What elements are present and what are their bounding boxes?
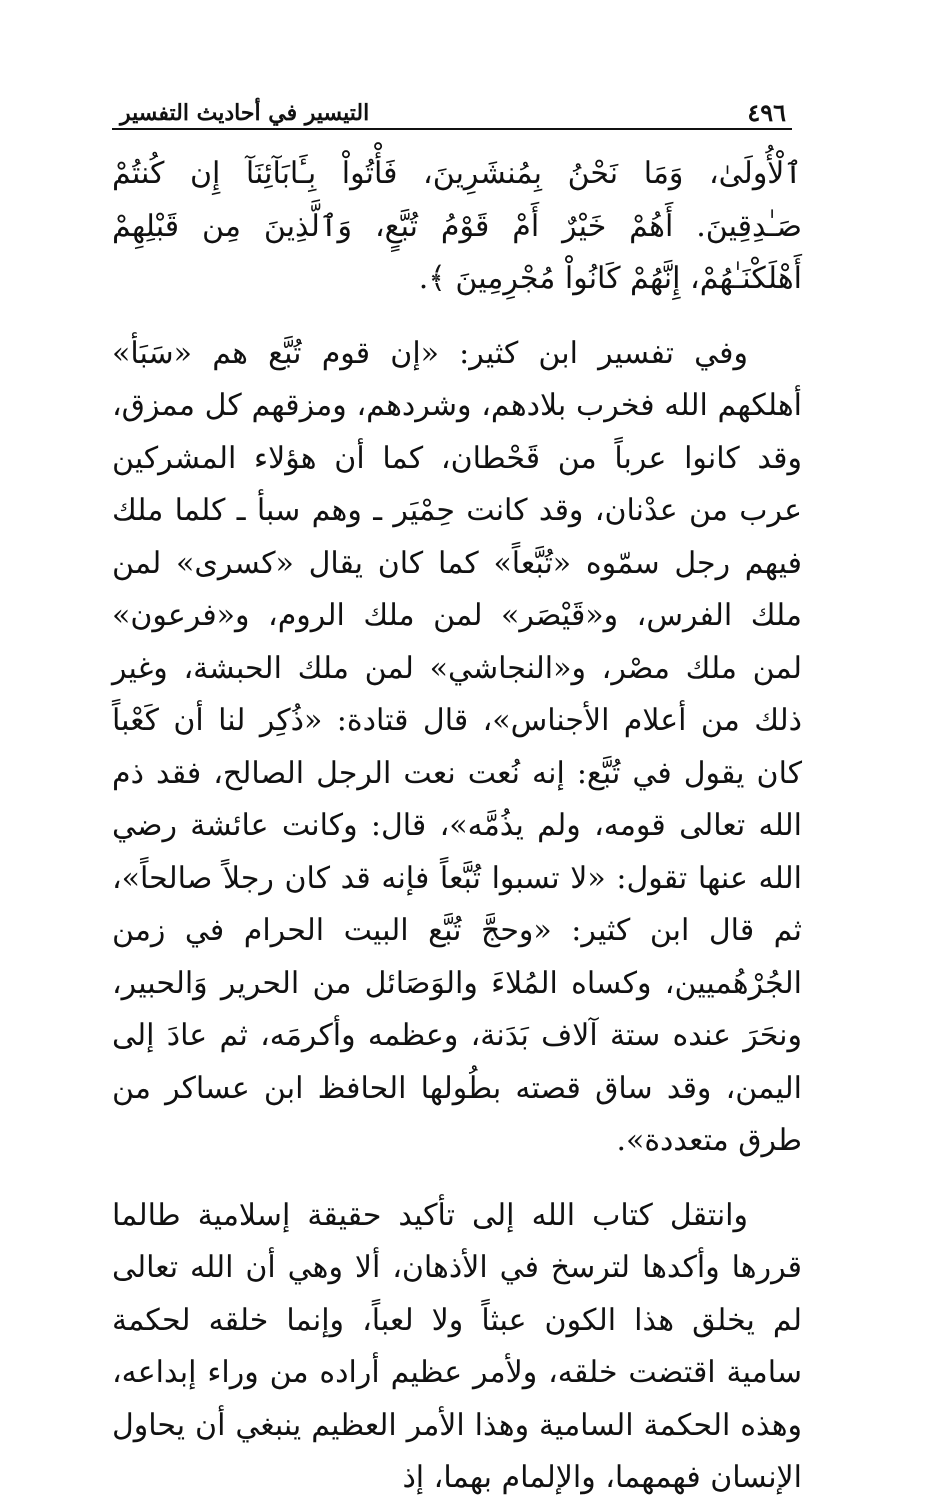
running-title: التيسير في أحاديث التفسير: [120, 100, 370, 126]
paragraph-ibn-kathir: وفي تفسير ابن كثير: «إن قوم تُبَّع هم «سَبَأ» أهلكهم الله فخرب بلادهم، وشردهم، ومزقهم كل ممزق، وقد كانوا عرباً من قَحْطان، كما أن هؤلاء المشركين عرب من عدْنان، وقد كانت حِمْيَر ـ وهم سبأ ـ كلما ملك فيهم رجل سمّوه «تُبَّعاً» كما كان يقال «كسرى» لمن ملك الفرس، و«قَيْصَر» لمن ملك الروم، و«فرعون» لمن ملك مصْر، و«النجاشي» لمن ملك الحبشة، وغير ذلك من أعلام الأجناس»، قال قتادة: «ذُكِر لنا أن كَعْباً كان يقول في تُبَّع: إنه نُعت نعت الرجل الصالح، فقد ذم الله تعالى قومه، ولم يذُمَّه»، قال: وكانت عائشة رضي الله عنها تقول: «لا تسبوا تُبَّعاً فإنه قد كان رجلاً صالحاً»، ثم قال ابن كثير: «وحجَّ تُبَّع البيت الحرام في زمن الجُرْهُميين، وكساه المُلاءَ والوَصَائل من الحرير وَالحبير، ونحَرَ عنده ستة آلاف بَدَنة، وعظمه وأكرمَه، ثم عادَ إلى اليمن، وقد ساق قصته بطُولها الحافظ ابن عساكر من طرق متعددة».: [112, 335, 802, 1158]
page-number: ٤٩٦: [747, 98, 786, 127]
paragraph-divine-wisdom: وانتقل كتاب الله إلى تأكيد حقيقة إسلامية طالما قررها وأكدها لترسخ في الأذهان، ألا وهي أن الله تعالى لم يخلق هذا الكون عبثاً ولا لعباً، وإنما خلقه لحكمة سامية اقتضت خلقه، ولأمر عظيم أراده من وراء إبداعه، وهذه الحكمة السامية وهذا الأمر العظيم ينبغي أن يحاول الإنسان فهمهما، والإلمام بهما، إذ: [112, 1197, 802, 1495]
page-header: [112, 96, 792, 130]
page-body: [112, 148, 802, 1505]
header-rule: [112, 128, 792, 130]
quran-verse-continuation: ٱلْأُولَىٰ، وَمَا نَحْنُ بِمُنشَرِينَ، فَأْتُواْ بِـَٔابَآئِنَآ إِن كُنتُمْ صَـٰدِقِينَ. أَهُمْ خَيْرٌ أَمْ قَوْمُ تُبَّعٍ، وَٱلَّذِينَ مِن قَبْلِهِمْ أَهْلَكْنَـٰهُمْ، إِنَّهُمْ كَانُواْ مُجْرِمِينَ ﴾.: [112, 156, 802, 296]
